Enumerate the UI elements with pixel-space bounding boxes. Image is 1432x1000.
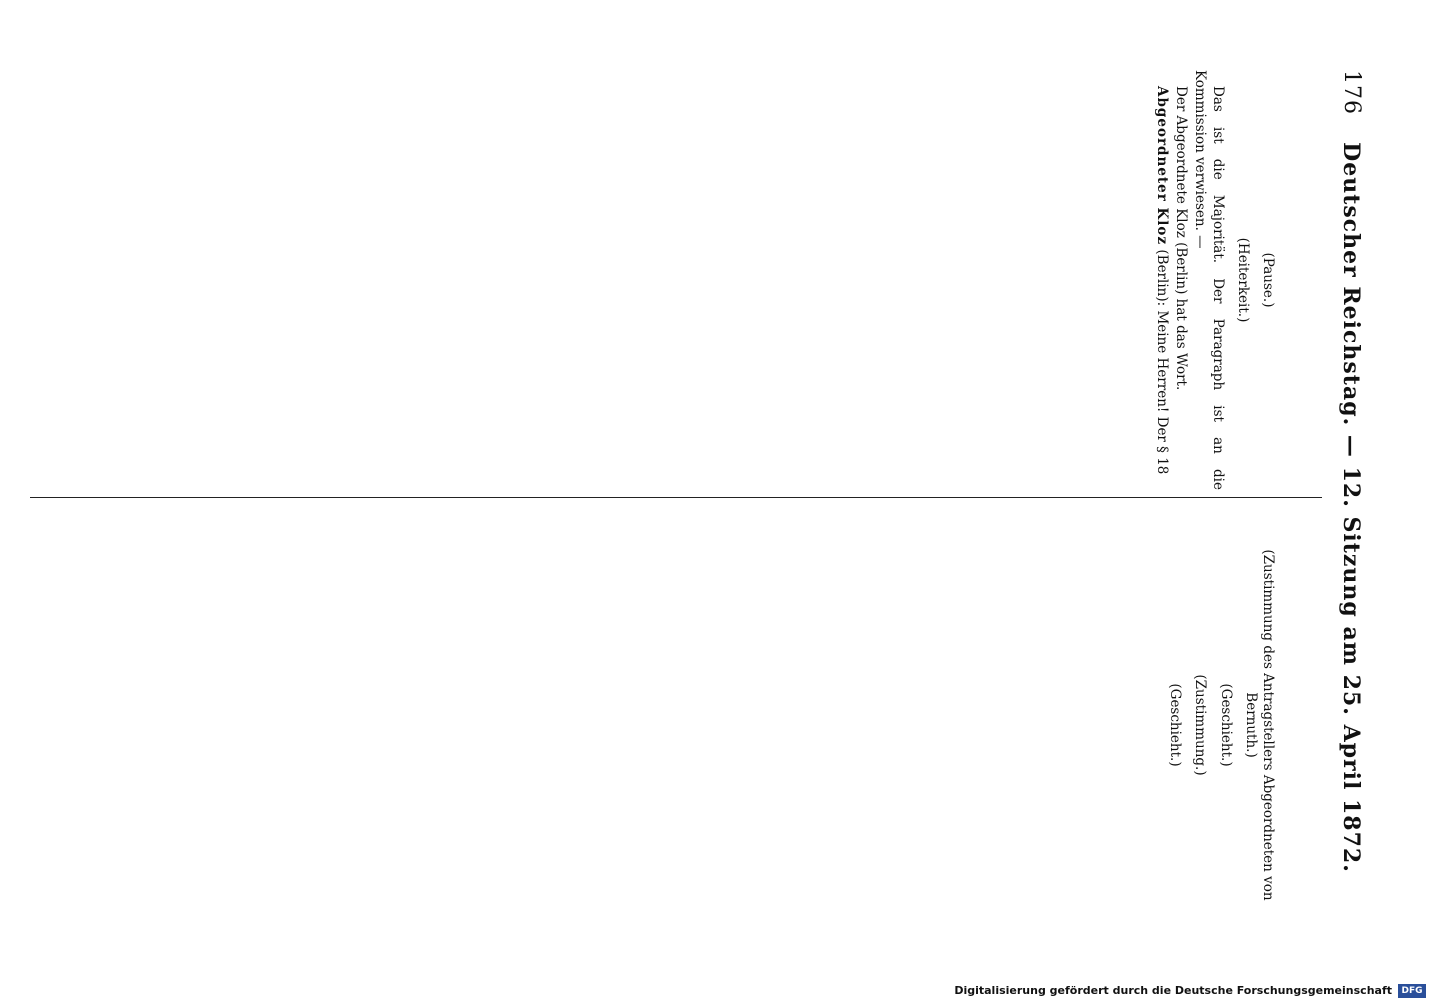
- right-column: [26, 515, 1324, 935]
- page-header: [1332, 70, 1372, 945]
- paragraph-text: (Geschieht.): [1217, 683, 1234, 767]
- left-column: [26, 70, 1324, 490]
- paragraph: [1191, 70, 1225, 490]
- dfg-logo: DFG: [1398, 984, 1426, 998]
- paragraph: [1284, 515, 1324, 935]
- paragraph-text: (Geschieht.): [1167, 683, 1184, 767]
- paragraph: [1191, 515, 1208, 935]
- paragraph-text: Das ist die Majorität. Der Paragraph ist an die Kommission verwiesen. —: [1192, 70, 1226, 490]
- column-divider: [30, 497, 1322, 498]
- paragraph-text: (Heiterkeit.): [1234, 237, 1251, 323]
- paragraph: [1259, 70, 1276, 490]
- paragraph: [1172, 70, 1189, 490]
- paragraph: [1166, 515, 1183, 935]
- digitization-credit: Digitalisierung gefördert durch die Deutsche Forschungsgemeinschaft: [954, 984, 1392, 997]
- paragraph-text: (Berlin): Meine Herren! Der § 18: [1153, 249, 1170, 475]
- paragraph-text: Der Abgeordnete Kloz (Berlin) hat das Wort.: [1173, 86, 1190, 391]
- paragraph: [1284, 70, 1324, 490]
- paragraph-text: (Pause.): [1260, 252, 1276, 308]
- page-number: 176: [1339, 70, 1364, 115]
- paragraph: [1153, 70, 1170, 490]
- paragraph-text: (Zustimmung des Antragstellers Abgeordneten von Bernuth.): [1242, 549, 1276, 901]
- paragraph: [1216, 515, 1233, 935]
- paragraph: [1242, 515, 1276, 935]
- paragraph-text: (Zustimmung.): [1192, 674, 1209, 776]
- speaker-name: Abgeordneter Kloz: [1153, 86, 1170, 246]
- running-title: Deutscher Reichstag. — 12. Sitzung am 25. April 1872.: [1338, 142, 1364, 873]
- paragraph: [1234, 70, 1251, 490]
